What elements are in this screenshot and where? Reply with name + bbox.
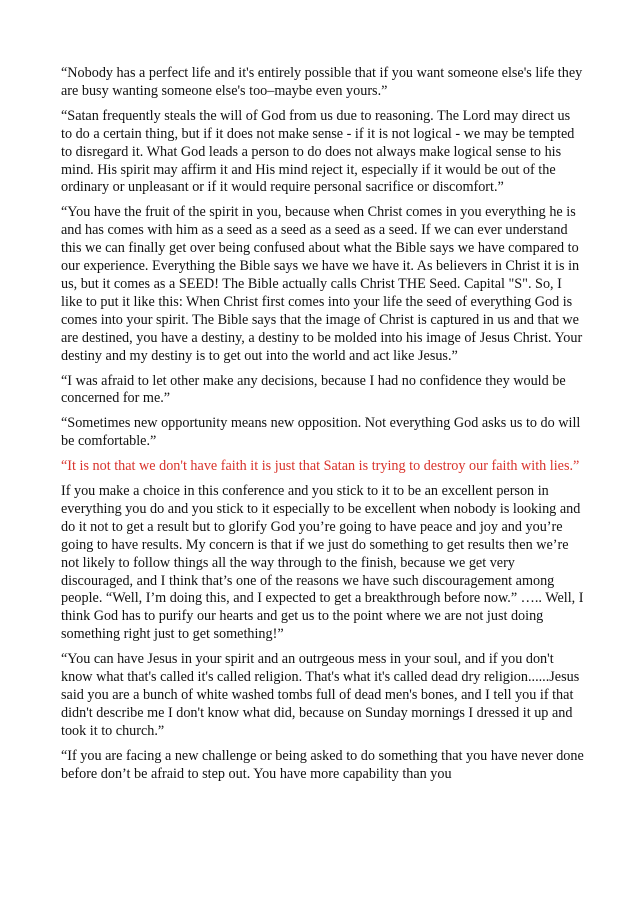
quote-paragraph: “If you are facing a new challenge or being asked to do something that you have never done before don’t be afraid to step out. You have more capability than you — [61, 747, 584, 782]
quote-paragraph: “Nobody has a perfect life and it's entirely possible that if you want someone else's life they are busy wanting someone else's too–maybe even yours.” — [61, 65, 583, 99]
quote-paragraph: “You can have Jesus in your spirit and an outrgeous mess in your soul, and if you don't know what that's called it's called religion. That's what it's called dead dry religion......Jesus said you are a bunch of white washed tombs full of dead men's bones, and I tell you if that didn't describe me I don't know what did, because on Sunday mornings I dressed it up and took it to church.” — [61, 651, 580, 739]
quote-paragraph: If you make a choice in this conference and you stick to it to be an excellent person in everything you do and you stick to it especially to be excellent when nobody is looking and do it not to get a result but to glorify God you’re going to have peace and joy and you’re going to have results. My concern is that if we just do something to get results then we’re not likely to follow things all the way through to the finish, because we get very discouraged, and I think that’s one of the reasons we have such discouragement among people. “Well, I’m doing this, and I expected to get a breakthrough before now.” ….. Well, I think God has to purify our hearts and get us to the point where we are not just doing something right just to get something!” — [61, 483, 584, 643]
quote-paragraph: “I was afraid to let other make any decisions, because I had no confidence they would be concerned for me.” — [61, 372, 566, 407]
quote-paragraph: “You have the fruit of the spirit in you, because when Christ comes in you everything he is and has comes with him as a seed as a seed as a seed as a seed. If we can ever understand this we can finally get over being confused about what the Bible says we have compared to our experience. Everything the Bible says we have we have it. As believers in Christ it is in us, but it comes as a SEED! The Bible actually calls Christ THE Seed. Capital "S". So, I like to put it like this: When Christ first comes into your life the seed of everything God is comes into your spirit. The Bible says that the image of Christ is captured in us and that we are destined, you have a destiny, a destiny to be molded into his image of Jesus Christ. Your destiny and my destiny is to get out into the world and act like Jesus.” — [61, 204, 583, 364]
quote-paragraph: “Satan frequently steals the will of God from us due to reasoning. The Lord may direct us to do a certain thing, but if it does not make sense - if it is not logical - we may be tempted to disregard it. What God leads a person to do does not always make logical sense to his mind. His spirit may affirm it and His mind reject it, especially if it would be out of the ordinary or unpleasant or if it would require personal sacrifice or discomfort.” — [61, 107, 575, 196]
highlighted-quote-paragraph: “It is not that we don't have faith it is just that Satan is trying to destroy our faith with lies.” — [61, 458, 580, 475]
quote-paragraph: “Sometimes new opportunity means new opposition. Not everything God asks us to do will be comfortable.” — [61, 415, 581, 450]
quotes-body — [61, 65, 584, 791]
